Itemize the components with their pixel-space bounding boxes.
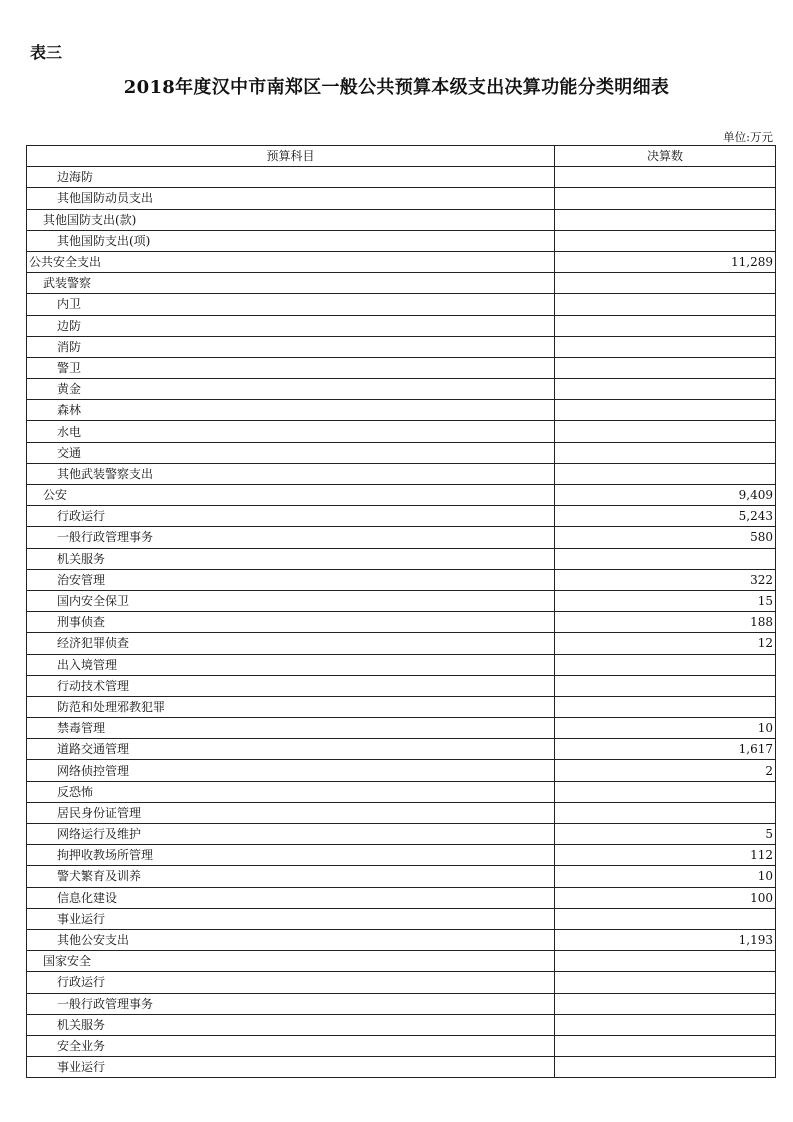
amount-cell [555,400,776,421]
table-row [27,590,776,611]
subject-cell: 其他公安支出 [27,929,555,950]
amount-cell [555,993,776,1014]
subject-cell: 经济犯罪侦查 [27,633,555,654]
subject-cell: 拘押收教场所管理 [27,845,555,866]
table-row [27,188,776,209]
subject-cell: 网络侦控管理 [27,760,555,781]
subject-cell: 机关服务 [27,1014,555,1035]
table-row [27,400,776,421]
amount-cell [555,696,776,717]
table-row [27,951,776,972]
subject-cell: 国家安全 [27,951,555,972]
table-row [27,273,776,294]
amount-cell [555,548,776,569]
table-row [27,1035,776,1056]
subject-cell: 公安 [27,485,555,506]
table-row [27,612,776,633]
amount-cell: 188 [555,612,776,633]
table-row [27,463,776,484]
amount-cell: 322 [555,569,776,590]
table-row [27,1014,776,1035]
subject-cell: 安全业务 [27,1035,555,1056]
amount-cell: 15 [555,590,776,611]
table-row [27,209,776,230]
subject-cell: 居民身份证管理 [27,802,555,823]
table-row [27,442,776,463]
amount-cell [555,379,776,400]
amount-cell [555,654,776,675]
subject-cell: 道路交通管理 [27,739,555,760]
subject-cell: 武装警察 [27,273,555,294]
subject-cell: 内卫 [27,294,555,315]
table-row [27,336,776,357]
table-row [27,802,776,823]
amount-cell: 580 [555,527,776,548]
column-header-subject: 预算科目 [27,146,555,167]
subject-cell: 边防 [27,315,555,336]
amount-cell [555,442,776,463]
amount-cell [555,421,776,442]
amount-cell: 5 [555,824,776,845]
subject-cell: 其他国防动员支出 [27,188,555,209]
table-row [27,527,776,548]
amount-cell: 10 [555,718,776,739]
table-row [27,654,776,675]
amount-cell: 2 [555,760,776,781]
table-row [27,1057,776,1078]
table-row [27,887,776,908]
amount-cell [555,908,776,929]
subject-cell: 边海防 [27,167,555,188]
table-row [27,908,776,929]
amount-cell: 1,617 [555,739,776,760]
subject-cell: 禁毒管理 [27,718,555,739]
amount-cell [555,188,776,209]
table-row [27,760,776,781]
subject-cell: 其他武装警察支出 [27,463,555,484]
table-row [27,929,776,950]
table-row [27,251,776,272]
amount-cell: 10 [555,866,776,887]
amount-cell [555,273,776,294]
subject-cell: 其他国防支出(项) [27,230,555,251]
amount-cell [555,675,776,696]
amount-cell [555,209,776,230]
table-row [27,569,776,590]
subject-cell: 行政运行 [27,972,555,993]
amount-cell [555,167,776,188]
subject-cell: 防范和处理邪教犯罪 [27,696,555,717]
table-row [27,230,776,251]
amount-cell: 1,193 [555,929,776,950]
subject-cell: 行政运行 [27,506,555,527]
table-row [27,421,776,442]
table-row [27,633,776,654]
subject-cell: 机关服务 [27,548,555,569]
subject-cell: 警卫 [27,357,555,378]
table-row [27,696,776,717]
amount-cell: 11,289 [555,251,776,272]
subject-cell: 警犬繁育及训养 [27,866,555,887]
subject-cell: 交通 [27,442,555,463]
subject-cell: 水电 [27,421,555,442]
table-row [27,824,776,845]
amount-cell: 5,243 [555,506,776,527]
amount-cell: 112 [555,845,776,866]
amount-cell [555,336,776,357]
subject-cell: 其他国防支出(款) [27,209,555,230]
subject-cell: 治安管理 [27,569,555,590]
amount-cell [555,951,776,972]
amount-cell [555,294,776,315]
amount-cell: 12 [555,633,776,654]
table-body [27,167,776,1078]
unit-label: 单位:万元 [723,130,773,144]
table-label: 表三 [30,43,63,62]
subject-cell: 反恐怖 [27,781,555,802]
table-row [27,739,776,760]
expenditure-table [26,145,776,1078]
subject-cell: 事业运行 [27,1057,555,1078]
table-row [27,675,776,696]
page-title: 2018年度汉中市南郑区一般公共预算本级支出决算功能分类明细表 [123,77,670,98]
table-row [27,357,776,378]
table-row [27,485,776,506]
subject-cell: 网络运行及维护 [27,824,555,845]
table-row [27,993,776,1014]
subject-cell: 国内安全保卫 [27,590,555,611]
subject-cell: 黄金 [27,379,555,400]
amount-cell [555,1014,776,1035]
column-header-amount: 决算数 [555,146,776,167]
subject-cell: 一般行政管理事务 [27,993,555,1014]
subject-cell: 公共安全支出 [27,251,555,272]
table-row [27,294,776,315]
amount-cell [555,802,776,823]
amount-cell [555,781,776,802]
table-row [27,781,776,802]
table-row [27,167,776,188]
amount-cell: 9,409 [555,485,776,506]
table-row [27,972,776,993]
amount-cell [555,315,776,336]
amount-cell [555,972,776,993]
table-header-row [27,146,776,167]
subject-cell: 事业运行 [27,908,555,929]
table-row [27,315,776,336]
table-row [27,506,776,527]
subject-cell: 行动技术管理 [27,675,555,696]
subject-cell: 信息化建设 [27,887,555,908]
amount-cell [555,230,776,251]
table-row [27,718,776,739]
subject-cell: 出入境管理 [27,654,555,675]
subject-cell: 消防 [27,336,555,357]
amount-cell [555,463,776,484]
amount-cell [555,1057,776,1078]
table-row [27,379,776,400]
amount-cell [555,357,776,378]
table-row [27,548,776,569]
amount-cell [555,1035,776,1056]
subject-cell: 一般行政管理事务 [27,527,555,548]
subject-cell: 刑事侦查 [27,612,555,633]
table-row [27,845,776,866]
table-row [27,866,776,887]
amount-cell: 100 [555,887,776,908]
subject-cell: 森林 [27,400,555,421]
